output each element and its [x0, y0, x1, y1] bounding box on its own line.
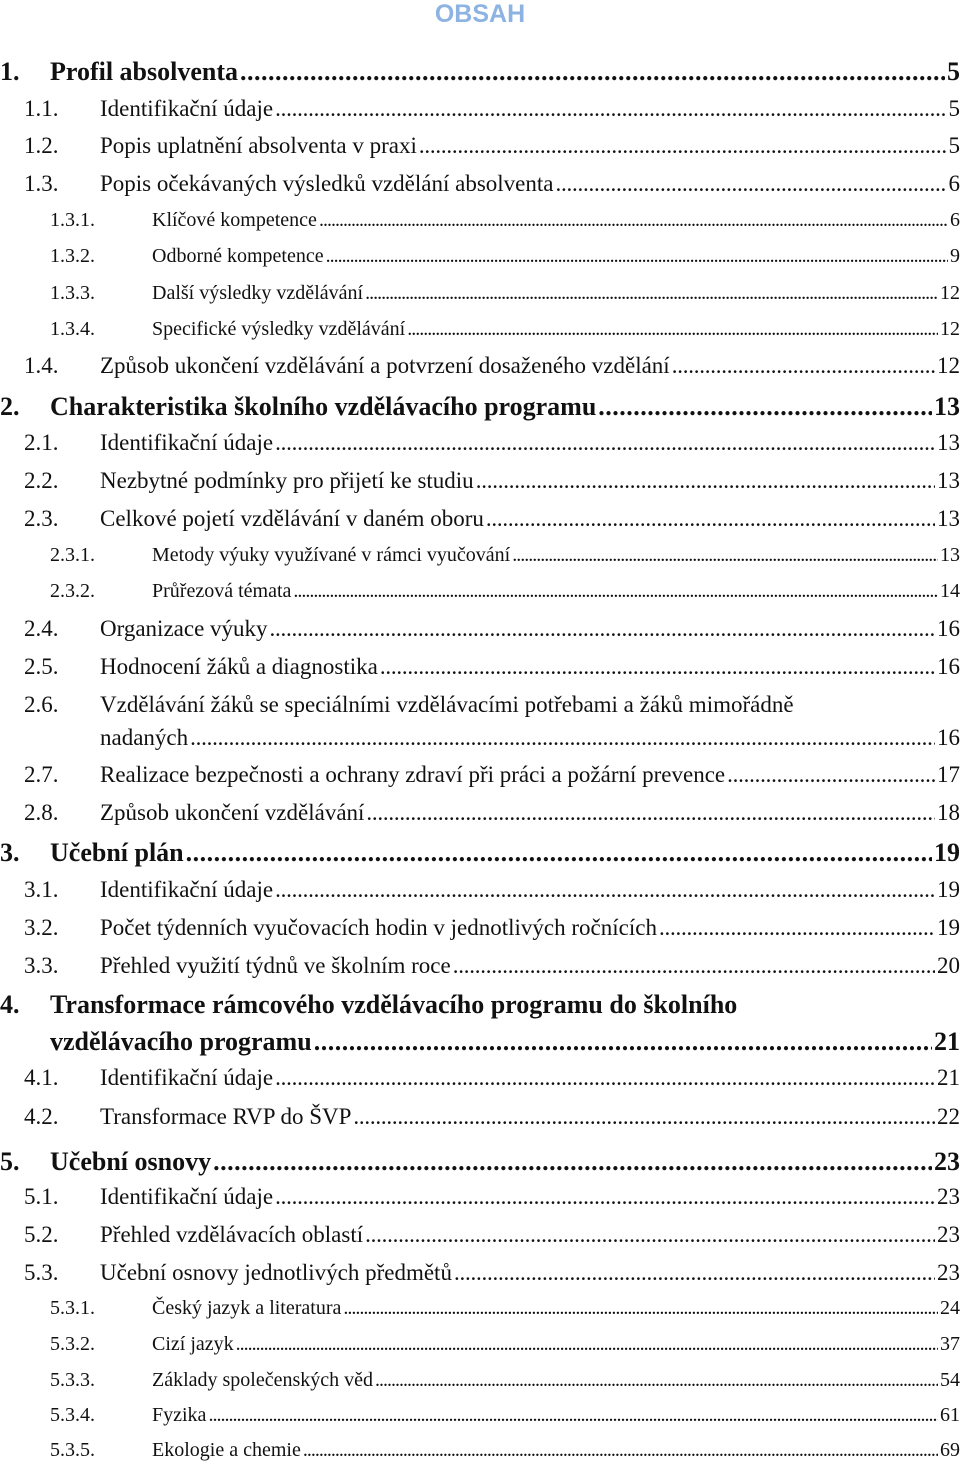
toc-dot-leader [208, 1401, 938, 1429]
toc-entry-title: Nezbytné podmínky pro přijetí ke studiu [100, 468, 474, 493]
toc-dot-leader [407, 315, 938, 343]
toc-entry[interactable] [0, 690, 960, 720]
toc-dot-leader [365, 279, 938, 307]
toc-entry-title: Hodnocení žáků a diagnostika [100, 654, 378, 679]
toc-entry[interactable] [0, 652, 960, 682]
toc-dot-leader [275, 94, 946, 124]
toc-entry-title: Identifikační údaje [100, 430, 274, 455]
toc-entry-number: 2.4. [24, 616, 59, 641]
toc-dot-leader [598, 390, 932, 424]
toc-dot-leader [186, 836, 932, 870]
toc-entry-page: 17 [937, 762, 960, 787]
toc-dot-leader [453, 951, 935, 981]
toc-entry-page: 54 [940, 1369, 960, 1391]
toc-dot-leader [486, 504, 935, 534]
toc-entry-title: Přehled využití týdnů ve školním roce [100, 953, 451, 978]
toc-entry-title: Učební osnovy jednotlivých předmětů [100, 1260, 452, 1285]
toc-heading: OBSAH [434, 0, 526, 28]
toc-entry[interactable] [0, 390, 960, 424]
toc-entry-number: 2.8. [24, 800, 59, 825]
toc-entry-title: Cizí jazyk [152, 1333, 234, 1355]
toc-entry-number: 2.7. [24, 762, 59, 787]
toc-entry[interactable] [0, 1436, 960, 1464]
toc-entry-title: Další výsledky vzdělávání [152, 282, 364, 304]
toc-entry[interactable] [0, 836, 960, 870]
toc-dot-leader [727, 760, 935, 790]
toc-dot-leader [275, 875, 935, 905]
toc-entry[interactable] [0, 913, 960, 943]
toc-entry-title: Ekologie a chemie [152, 1439, 301, 1461]
toc-entry-title: Organizace výuky [100, 616, 268, 641]
toc-entry[interactable] [0, 131, 960, 161]
toc-entry-page: 24 [940, 1297, 960, 1319]
toc-entry[interactable] [0, 1294, 960, 1322]
toc-entry-page: 23 [937, 1184, 960, 1209]
toc-entry-title: Transformace RVP do ŠVP [100, 1104, 352, 1129]
toc-entry-title: Způsob ukončení vzdělávání [100, 800, 365, 825]
toc-dot-leader [240, 55, 945, 89]
toc-entry-page: 21 [934, 1027, 960, 1056]
toc-entry-title: Identifikační údaje [100, 1065, 274, 1090]
toc-dot-leader [375, 1366, 938, 1394]
toc-entry-number: 5.3. [24, 1260, 59, 1285]
toc-dot-leader [275, 1063, 935, 1093]
toc-entry-title-continued: nadaných [100, 725, 189, 750]
toc-entry-number: 5.3.4. [50, 1404, 95, 1426]
toc-entry-page: 12 [940, 318, 960, 340]
toc-entry-title: Identifikační údaje [100, 1184, 274, 1209]
toc-entry-page: 16 [937, 654, 960, 679]
toc-entry[interactable] [0, 1220, 960, 1250]
toc-entry-number: 3.3. [24, 953, 59, 978]
toc-entry-number: 2.6. [24, 692, 59, 717]
toc-dot-leader [672, 351, 935, 381]
toc-entry-number: 2. [0, 392, 20, 421]
toc-entry[interactable] [0, 206, 960, 234]
toc-entry-title: Popis očekávaných výsledků vzdělání absolventa [100, 171, 554, 196]
toc-entry-title: Přehled vzdělávacích oblastí [100, 1222, 364, 1247]
toc-entry-page: 19 [937, 877, 960, 902]
toc-entry-page: 13 [940, 544, 960, 566]
toc-entry[interactable] [0, 798, 960, 828]
toc-entry[interactable] [0, 504, 960, 534]
toc-entry-title: Identifikační údaje [100, 877, 274, 902]
toc-dot-leader [190, 723, 935, 753]
toc-entry-title: Český jazyk a literatura [152, 1297, 342, 1319]
toc-entry[interactable] [0, 875, 960, 905]
toc-entry-page: 13 [934, 392, 960, 421]
toc-entry-page: 6 [950, 209, 960, 231]
toc-entry-page: 19 [937, 915, 960, 940]
toc-dot-leader [476, 466, 935, 496]
toc-entry-number: 2.2. [24, 468, 59, 493]
toc-entry-number: 5.2. [24, 1222, 59, 1247]
toc-entry-title: Celkové pojetí vzdělávání v daném oboru [100, 506, 484, 531]
toc-entry[interactable] [0, 577, 960, 605]
toc-entry[interactable] [0, 1102, 960, 1132]
toc-entry-number: 1.1. [24, 96, 59, 121]
toc-entry-number: 5.3.5. [50, 1439, 95, 1461]
toc-entry[interactable] [0, 351, 960, 381]
toc-entry-page: 23 [937, 1222, 960, 1247]
toc-entry[interactable] [0, 1258, 960, 1288]
toc-entry-number: 2.3. [24, 506, 59, 531]
toc-entry-number: 5.3.1. [50, 1297, 95, 1319]
toc-entry-number: 1. [0, 57, 20, 86]
toc-entry-number: 3.2. [24, 915, 59, 940]
toc-dot-leader [419, 131, 947, 161]
toc-entry[interactable] [0, 1330, 960, 1358]
toc-entry-number: 2.1. [24, 430, 59, 455]
toc-entry-title: Počet týdenních vyučovacích hodin v jednotlivých ročnících [100, 915, 657, 940]
toc-entry-title: Specifické výsledky vzdělávání [152, 318, 406, 340]
toc-dot-leader [275, 428, 935, 458]
toc-entry-title: Realizace bezpečnosti a ochrany zdraví při práci a požární prevence [100, 762, 726, 787]
toc-entry-number: 5. [0, 1147, 20, 1176]
toc-entry-page: 19 [934, 838, 960, 867]
toc-entry-page: 5 [948, 96, 960, 121]
toc-entry-title: Popis uplatnění absolventa v praxi [100, 133, 417, 158]
toc-entry-number: 1.3.2. [50, 245, 95, 267]
toc-entry-continuation[interactable] [0, 1025, 960, 1059]
toc-entry-page: 23 [934, 1147, 960, 1176]
toc-entry-number: 5.3.2. [50, 1333, 95, 1355]
toc-dot-leader [353, 1102, 935, 1132]
toc-entry-number: 1.2. [24, 133, 59, 158]
toc-entry-number: 2.3.2. [50, 580, 95, 602]
toc-entry-page: 12 [937, 353, 960, 378]
toc-entry[interactable] [0, 94, 960, 124]
toc-dot-leader [314, 1025, 932, 1059]
toc-entry[interactable] [0, 988, 960, 1022]
toc-entry-title-continued: vzdělávacího programu [50, 1027, 312, 1056]
toc-entry-page: 37 [940, 1333, 960, 1355]
toc-entry-number: 4.2. [24, 1104, 59, 1129]
toc-entry-title: Charakteristika školního vzdělávacího programu [50, 392, 597, 421]
toc-entry-number: 3. [0, 838, 20, 867]
toc-entry[interactable] [0, 55, 960, 89]
toc-entry-title: Klíčové kompetence [152, 209, 317, 231]
toc-entry[interactable] [0, 614, 960, 644]
toc-entry-number: 2.5. [24, 654, 59, 679]
toc-entry-page: 6 [948, 171, 960, 196]
toc-dot-leader [293, 577, 938, 605]
toc-entry-title: Průřezová témata [152, 580, 292, 602]
toc-entry-page: 9 [950, 245, 960, 267]
toc-entry[interactable] [0, 1182, 960, 1212]
toc-entry[interactable] [0, 1063, 960, 1093]
toc-entry[interactable] [0, 315, 960, 343]
toc-entry-page: 14 [940, 580, 960, 602]
toc-entry-title: Metody výuky využívané v rámci vyučování [152, 544, 511, 566]
toc-entry-number: 1.3.1. [50, 209, 95, 231]
toc-entry-page: 23 [937, 1260, 960, 1285]
toc-dot-leader [380, 652, 935, 682]
toc-dot-leader [270, 614, 935, 644]
toc-entry-title: Způsob ukončení vzdělávání a potvrzení dosaženého vzdělání [100, 353, 670, 378]
toc-entry-title: Identifikační údaje [100, 96, 274, 121]
toc-dot-leader [319, 206, 948, 234]
toc-entry-number: 1.3.3. [50, 282, 95, 304]
toc-entry-number: 4. [0, 990, 20, 1019]
toc-entry-title: Fyzika [152, 1404, 207, 1426]
toc-dot-leader [275, 1182, 935, 1212]
toc-entry-page: 13 [937, 468, 960, 493]
toc-entry-continuation[interactable] [0, 723, 960, 753]
toc-dot-leader [454, 1258, 935, 1288]
toc-dot-leader [213, 1145, 932, 1179]
toc-entry[interactable] [0, 169, 960, 199]
toc-entry[interactable] [0, 242, 960, 270]
toc-entry[interactable] [0, 279, 960, 307]
toc-entry-title: Profil absolventa [50, 57, 239, 86]
toc-dot-leader [366, 798, 935, 828]
toc-entry-number: 1.3. [24, 171, 59, 196]
toc-entry-page: 22 [937, 1104, 960, 1129]
toc-entry-page: 5 [947, 57, 960, 86]
toc-entry-title: Odborné kompetence [152, 245, 324, 267]
toc-entry-title: Základy společenských věd [152, 1369, 374, 1391]
toc-dot-leader [365, 1220, 935, 1250]
toc-entry[interactable] [0, 760, 960, 790]
toc-entry[interactable] [0, 428, 960, 458]
toc-entry-number: 1.4. [24, 353, 59, 378]
toc-dot-leader [326, 242, 948, 270]
toc-dot-leader [303, 1436, 938, 1464]
toc-entry-page: 5 [948, 133, 960, 158]
toc-entry[interactable] [0, 1366, 960, 1394]
toc-entry-number: 2.3.1. [50, 544, 95, 566]
toc-entry-page: 13 [937, 506, 960, 531]
toc-entry[interactable] [0, 951, 960, 981]
toc-entry-number: 5.1. [24, 1184, 59, 1209]
toc-entry[interactable] [0, 1145, 960, 1179]
toc-entry-page: 16 [937, 725, 960, 750]
toc-dot-leader [659, 913, 935, 943]
toc-entry-page: 21 [937, 1065, 960, 1090]
toc-entry-number: 4.1. [24, 1065, 59, 1090]
toc-entry-number: 3.1. [24, 877, 59, 902]
toc-entry[interactable] [0, 466, 960, 496]
toc-entry-title: Vzdělávání žáků se speciálními vzdělávacími potřebami a žáků mimořádně [100, 692, 794, 717]
toc-entry[interactable] [0, 541, 960, 569]
toc-dot-leader [236, 1330, 938, 1358]
toc-entry-page: 12 [940, 282, 960, 304]
toc-entry-page: 61 [940, 1404, 960, 1426]
toc-entry-number: 1.3.4. [50, 318, 95, 340]
toc-entry-page: 16 [937, 616, 960, 641]
toc-entry-page: 20 [937, 953, 960, 978]
toc-dot-leader [343, 1294, 938, 1322]
toc-entry[interactable] [0, 1401, 960, 1429]
toc-dot-leader [556, 169, 947, 199]
toc-dot-leader [512, 541, 938, 569]
toc-entry-number: 5.3.3. [50, 1369, 95, 1391]
toc-entry-title: Transformace rámcového vzdělávacího programu do školního [50, 990, 738, 1019]
toc-entry-title: Učební osnovy [50, 1147, 212, 1176]
toc-entry-page: 13 [937, 430, 960, 455]
toc-entry-page: 18 [937, 800, 960, 825]
toc-entry-page: 69 [940, 1439, 960, 1461]
toc-entry-title: Učební plán [50, 838, 184, 867]
